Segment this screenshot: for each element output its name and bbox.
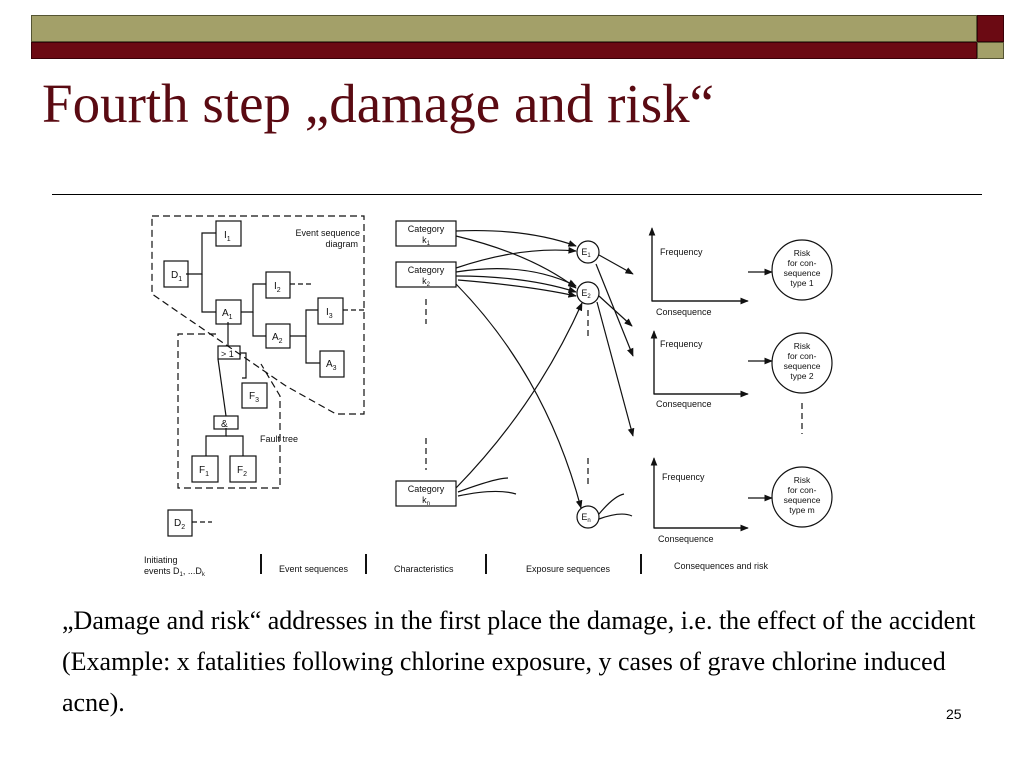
- node-i3: [318, 298, 343, 324]
- header-square-maroon: [977, 15, 1004, 42]
- node-a3-label: $A_3$: [326, 359, 337, 372]
- category-k2-word: Category: [407, 265, 445, 275]
- risk-3-line2: for con-: [787, 485, 817, 495]
- risk-1-line3: sequence: [783, 268, 821, 278]
- category-kn-sub: $k_n$: [422, 495, 430, 507]
- page-number: 25: [946, 706, 962, 722]
- edge-and-f2: [226, 436, 243, 456]
- edge-a1-a2: [253, 312, 266, 336]
- edge-d1-i1: [186, 233, 216, 274]
- node-i1-label: $I_1$: [224, 230, 231, 243]
- arrow-e1-plot2: [596, 264, 633, 356]
- column-label-exposure-sequences: Exposure sequences: [526, 564, 611, 574]
- category-k1-word: Category: [407, 224, 445, 234]
- plot-2-frequency-label: Frequency: [660, 339, 703, 349]
- arrow-k2-e1: [456, 250, 576, 268]
- arrow-k2-e2a: [456, 269, 576, 286]
- arrow-k2-en: [456, 284, 581, 508]
- risk-3-line3: sequence: [783, 495, 821, 505]
- arrow-kn-tail-b: [458, 491, 516, 496]
- plot-1-axes: [652, 231, 744, 301]
- category-kn-word: Category: [407, 484, 445, 494]
- column-label-characteristics: Characteristics: [394, 564, 454, 574]
- risk-3-line4: type m: [789, 505, 815, 515]
- edge-and-f1: [206, 428, 226, 456]
- exposure-en: [577, 506, 599, 528]
- arrow-en-tail-a: [599, 494, 624, 514]
- category-k1-sub: $k_1$: [422, 235, 430, 247]
- risk-2-line1: Risk: [793, 341, 811, 351]
- node-f1-label: $F_1$: [199, 465, 210, 478]
- header-bar-olive: [31, 15, 977, 42]
- node-f2-label: $F_2$: [237, 465, 248, 478]
- exposure-e2: [577, 282, 599, 304]
- plot-3-frequency-label: Frequency: [662, 472, 705, 482]
- node-d1-label: $D_1$: [171, 270, 183, 283]
- risk-2-line4: type 2: [790, 371, 814, 381]
- plot-1-frequency-label: Frequency: [660, 247, 703, 257]
- node-d2-label: $D_2$: [174, 518, 186, 531]
- event-sequence-label-line2: diagram: [325, 239, 358, 249]
- edge-or-and: [218, 359, 226, 416]
- edge-or-f3: [240, 353, 246, 378]
- slide-title: Fourth step „damage and risk“: [42, 73, 715, 134]
- arrow-e1-plot1: [599, 255, 633, 274]
- category-k2-sub: $k_2$: [422, 276, 430, 288]
- arrow-kn-e2: [456, 303, 582, 488]
- exposure-en-label: $E_n$: [581, 512, 591, 524]
- node-or-gate-label: > 1: [221, 349, 234, 359]
- arrow-k2-e2c: [458, 280, 576, 296]
- body-paragraph: „Damage and risk“ addresses in the first place the damage, i.e. the effect of the accident (Example: x fatalities following chlorine exposure, y cases of grave chlorine induced acne).: [62, 606, 976, 717]
- initiating-label-line2: events $D_1$, $...D_k$: [144, 566, 205, 578]
- exposure-e1: [577, 241, 599, 263]
- risk-1-line4: type 1: [790, 278, 814, 288]
- node-and-gate-label: &: [221, 419, 228, 430]
- arrow-en-tail-b: [599, 514, 632, 519]
- node-i3-label: $I_3$: [326, 307, 333, 320]
- risk-2-line2: for con-: [787, 351, 817, 361]
- column-label-event-sequences: Event sequences: [279, 564, 349, 574]
- arrow-kn-tail-a: [458, 478, 508, 492]
- risk-2-line3: sequence: [783, 361, 821, 371]
- initiating-label-line1: Initiating: [144, 555, 178, 565]
- exposure-e2-label: $E_2$: [581, 288, 591, 300]
- plot-3-consequence-label: Consequence: [658, 534, 714, 544]
- header-square-olive: [977, 42, 1004, 59]
- title-divider: [52, 194, 982, 195]
- edge-d1-a1: [202, 274, 216, 312]
- edge-a2-i3: [290, 310, 318, 336]
- risk-3-line1: Risk: [793, 475, 811, 485]
- event-sequence-label-line1: Event sequence: [295, 228, 360, 238]
- fault-tree-label: Fault tree: [260, 434, 299, 444]
- risk-1-line2: for con-: [787, 258, 817, 268]
- node-i2: [266, 272, 290, 298]
- node-f3-label: $F_3$: [249, 391, 260, 404]
- node-a1-label: $A_1$: [222, 308, 233, 321]
- arrow-k1-e1a: [456, 231, 576, 246]
- header-bar-maroon: [31, 42, 977, 59]
- edge-a2-a3: [306, 336, 320, 363]
- edge-a1-i2: [241, 284, 266, 312]
- plot-2-consequence-label: Consequence: [656, 399, 712, 409]
- node-i2-label: $I_2$: [274, 281, 281, 294]
- column-label-consequences-and-risk: Consequences and risk: [674, 561, 769, 571]
- plot-1-consequence-label: Consequence: [656, 307, 712, 317]
- risk-diagram: [136, 206, 836, 586]
- node-a2-label: $A_2$: [272, 332, 283, 345]
- exposure-e1-label: $E_1$: [581, 247, 591, 259]
- risk-1-line1: Risk: [793, 248, 811, 258]
